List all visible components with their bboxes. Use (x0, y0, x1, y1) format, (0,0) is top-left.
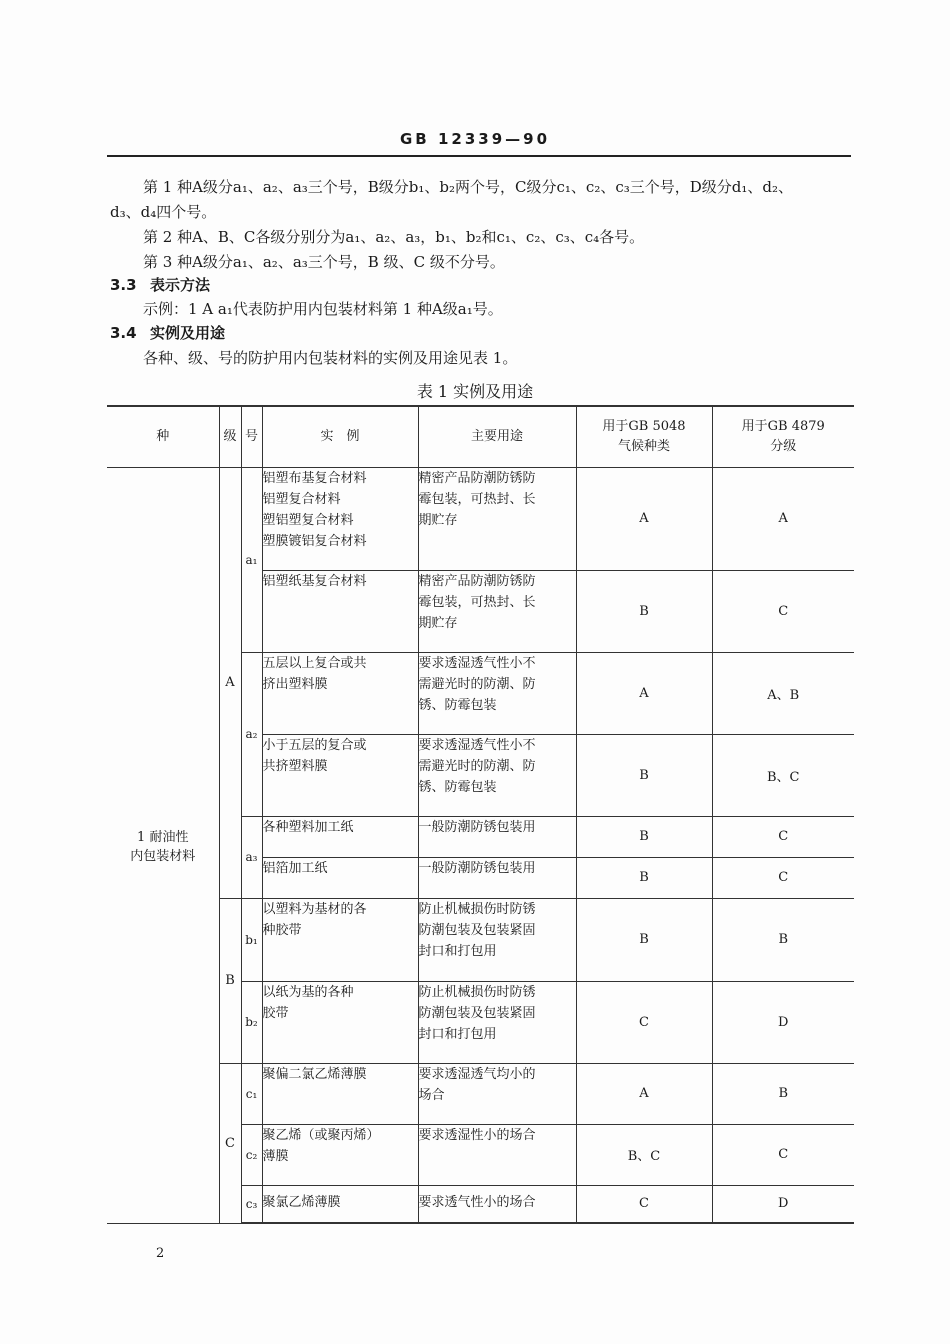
usage-line: 要求透气性小的场合 (418, 1194, 536, 1210)
example-cell (262, 467, 418, 570)
example-line: 聚乙烯（或聚丙烯） (262, 1127, 380, 1143)
section-title: 实例及用途 (150, 324, 226, 342)
example-line: 铝箔加工纸 (262, 860, 328, 876)
gb4879-cell: C (712, 570, 854, 652)
usage-line: 需避光时的防潮、防 (418, 758, 536, 774)
paragraph-kind1-line2: d₃、d₄四个号。 (110, 203, 217, 221)
gb4879-cell: C (712, 1124, 854, 1185)
gb4879-cell: C (712, 857, 854, 898)
grade-cell: C (219, 1063, 241, 1223)
kind-line2: 内包装材料 (130, 849, 196, 864)
gb5048-cell: A (576, 1063, 712, 1124)
usage-line: 期贮存 (418, 512, 458, 528)
usage-line: 要求透湿透气性小不 (418, 655, 536, 671)
gb4879-cell: B、C (712, 734, 854, 816)
example-cell (262, 816, 418, 857)
example-cell (262, 857, 418, 898)
header-gb4879-line2: 分级 (770, 438, 797, 454)
usage-line: 防潮包装及包装紧固 (418, 922, 536, 938)
gb5048-cell: C (576, 1185, 712, 1223)
usage-line: 要求透湿透气均小的 (418, 1066, 536, 1082)
header-gb4879-line1: 用于GB 4879 (741, 418, 825, 434)
gb5048-cell: B (576, 898, 712, 981)
header-gb5048 (576, 406, 712, 467)
number-cell: a₃ (241, 816, 262, 898)
gb4879-cell: A、B (712, 652, 854, 734)
gb4879-cell: D (712, 981, 854, 1063)
example-line: 塑膜镀铝复合材料 (262, 533, 367, 549)
header-gb5048-line2: 气候种类 (617, 438, 670, 454)
section-3-3-heading (110, 274, 210, 296)
section-3-3-example: 示例：1 A a₁代表防护用内包装材料第 1 种A级a₁号。 (143, 300, 503, 318)
example-line: 聚氯乙烯薄膜 (262, 1194, 341, 1210)
example-line: 挤出塑料膜 (262, 676, 328, 692)
table-row (107, 898, 854, 981)
example-line: 五层以上复合或共 (262, 655, 367, 671)
example-line: 薄膜 (262, 1148, 289, 1164)
usage-line: 锈、防霉包装 (418, 697, 497, 713)
example-cell (262, 1124, 418, 1185)
usage-cell (418, 1185, 576, 1223)
standard-code: GB 12339—90 (399, 130, 551, 148)
gb5048-cell: B (576, 816, 712, 857)
usage-line: 精密产品防潮防锈防 (418, 470, 536, 486)
usage-line: 封口和打包用 (418, 943, 497, 959)
grade-cell: A (219, 467, 241, 898)
gb5048-cell: A (576, 652, 712, 734)
paragraph-kind3: 第 3 种A级分a₁、a₂、a₃三个号，B 级、C 级不分号。 (143, 253, 505, 271)
number-cell: a₂ (241, 652, 262, 816)
paragraph-kind1-line1: 第 1 种A级分a₁、a₂、a₃三个号，B级分b₁、b₂两个号，C级分c₁、c₂、c₃三个号，D级分d₁、d₂、 (143, 178, 794, 196)
usage-line: 防止机械损伤时防锈 (418, 901, 536, 917)
gb4879-cell: A (712, 467, 854, 570)
usage-cell (418, 652, 576, 734)
header-rule (107, 155, 851, 157)
section-3-4-heading (110, 322, 225, 344)
gb4879-cell: D (712, 1185, 854, 1223)
example-line: 铝塑纸基复合材料 (262, 573, 367, 589)
usage-line: 锈、防霉包装 (418, 779, 497, 795)
gb5048-cell: A (576, 467, 712, 570)
usage-line: 期贮存 (418, 615, 458, 631)
gb5048-cell: B (576, 857, 712, 898)
header-gb4879 (712, 406, 854, 467)
usage-line: 要求透湿透气性小不 (418, 737, 536, 753)
usage-cell (418, 1063, 576, 1124)
gb5048-cell: B、C (576, 1124, 712, 1185)
example-cell (262, 734, 418, 816)
usage-line: 霉包装，可热封、长 (418, 491, 536, 507)
usage-line: 防潮包装及包装紧固 (418, 1005, 536, 1021)
example-cell (262, 981, 418, 1063)
gb4879-cell: B (712, 1063, 854, 1124)
table-caption: 表 1 实例及用途 (416, 382, 534, 401)
gb5048-cell: C (576, 981, 712, 1063)
usage-cell (418, 1124, 576, 1185)
usage-cell (418, 467, 576, 570)
usage-line: 一般防潮防锈包装用 (418, 860, 536, 876)
example-line: 塑铝塑复合材料 (262, 512, 354, 528)
example-cell (262, 652, 418, 734)
kind-line1: 1 耐油性 (137, 830, 189, 845)
section-number: 3.4 (110, 324, 137, 342)
header-gb5048-line1: 用于GB 5048 (602, 418, 686, 434)
usage-line: 封口和打包用 (418, 1026, 497, 1042)
examples-usage-table (107, 405, 854, 1224)
number-cell: c₃ (241, 1185, 262, 1223)
usage-line: 霉包装，可热封、长 (418, 594, 536, 610)
example-cell (262, 1185, 418, 1223)
usage-line: 场合 (418, 1087, 445, 1103)
example-line: 共挤塑料膜 (262, 758, 328, 774)
usage-line: 防止机械损伤时防锈 (418, 984, 536, 1000)
example-line: 聚偏二氯乙烯薄膜 (262, 1066, 367, 1082)
usage-cell (418, 734, 576, 816)
grade-cell: B (219, 898, 241, 1063)
usage-cell (418, 981, 576, 1063)
section-3-4-text: 各种、级、号的防护用内包装材料的实例及用途见表 1。 (143, 349, 518, 367)
example-line: 胶带 (262, 1005, 289, 1021)
paragraph-kind2: 第 2 种A、B、C各级分别分为a₁、a₂、a₃，b₁、b₂和c₁、c₂、c₃、c₄各号。 (143, 228, 645, 246)
gb5048-cell: B (576, 570, 712, 652)
example-cell (262, 898, 418, 981)
example-line: 以纸为基的各种 (262, 984, 354, 1000)
gb4879-cell: B (712, 898, 854, 981)
gb5048-cell: B (576, 734, 712, 816)
example-line: 各种塑料加工纸 (262, 819, 354, 835)
table-row (107, 1063, 854, 1124)
usage-line: 一般防潮防锈包装用 (418, 819, 536, 835)
usage-cell (418, 816, 576, 857)
example-line: 种胶带 (262, 922, 302, 938)
usage-cell (418, 898, 576, 981)
usage-cell (418, 570, 576, 652)
page-number: 2 (156, 1246, 165, 1261)
example-line: 铝塑布基复合材料 (262, 470, 367, 486)
usage-line: 精密产品防潮防锈防 (418, 573, 536, 589)
header-number: 号 (241, 406, 262, 467)
header-usage: 主要用途 (418, 406, 576, 467)
example-cell (262, 570, 418, 652)
header-grade: 级 (219, 406, 241, 467)
number-cell: c₁ (241, 1063, 262, 1124)
kind-cell (107, 467, 219, 1223)
usage-cell (418, 857, 576, 898)
example-line: 以塑料为基材的各 (262, 901, 367, 917)
example-cell (262, 1063, 418, 1124)
number-cell: a₁ (241, 467, 262, 652)
section-number: 3.3 (110, 276, 137, 294)
number-cell: c₂ (241, 1124, 262, 1185)
usage-line: 需避光时的防潮、防 (418, 676, 536, 692)
example-line: 铝塑复合材料 (262, 491, 341, 507)
section-title: 表示方法 (150, 276, 211, 294)
table-row (107, 467, 854, 570)
number-cell: b₂ (241, 981, 262, 1063)
header-kind: 种 (107, 406, 219, 467)
header-example: 实 例 (262, 406, 418, 467)
usage-line: 要求透湿性小的场合 (418, 1127, 536, 1143)
table-header-row (107, 406, 854, 467)
gb4879-cell: C (712, 816, 854, 857)
number-cell: b₁ (241, 898, 262, 981)
example-line: 小于五层的复合或 (262, 737, 367, 753)
